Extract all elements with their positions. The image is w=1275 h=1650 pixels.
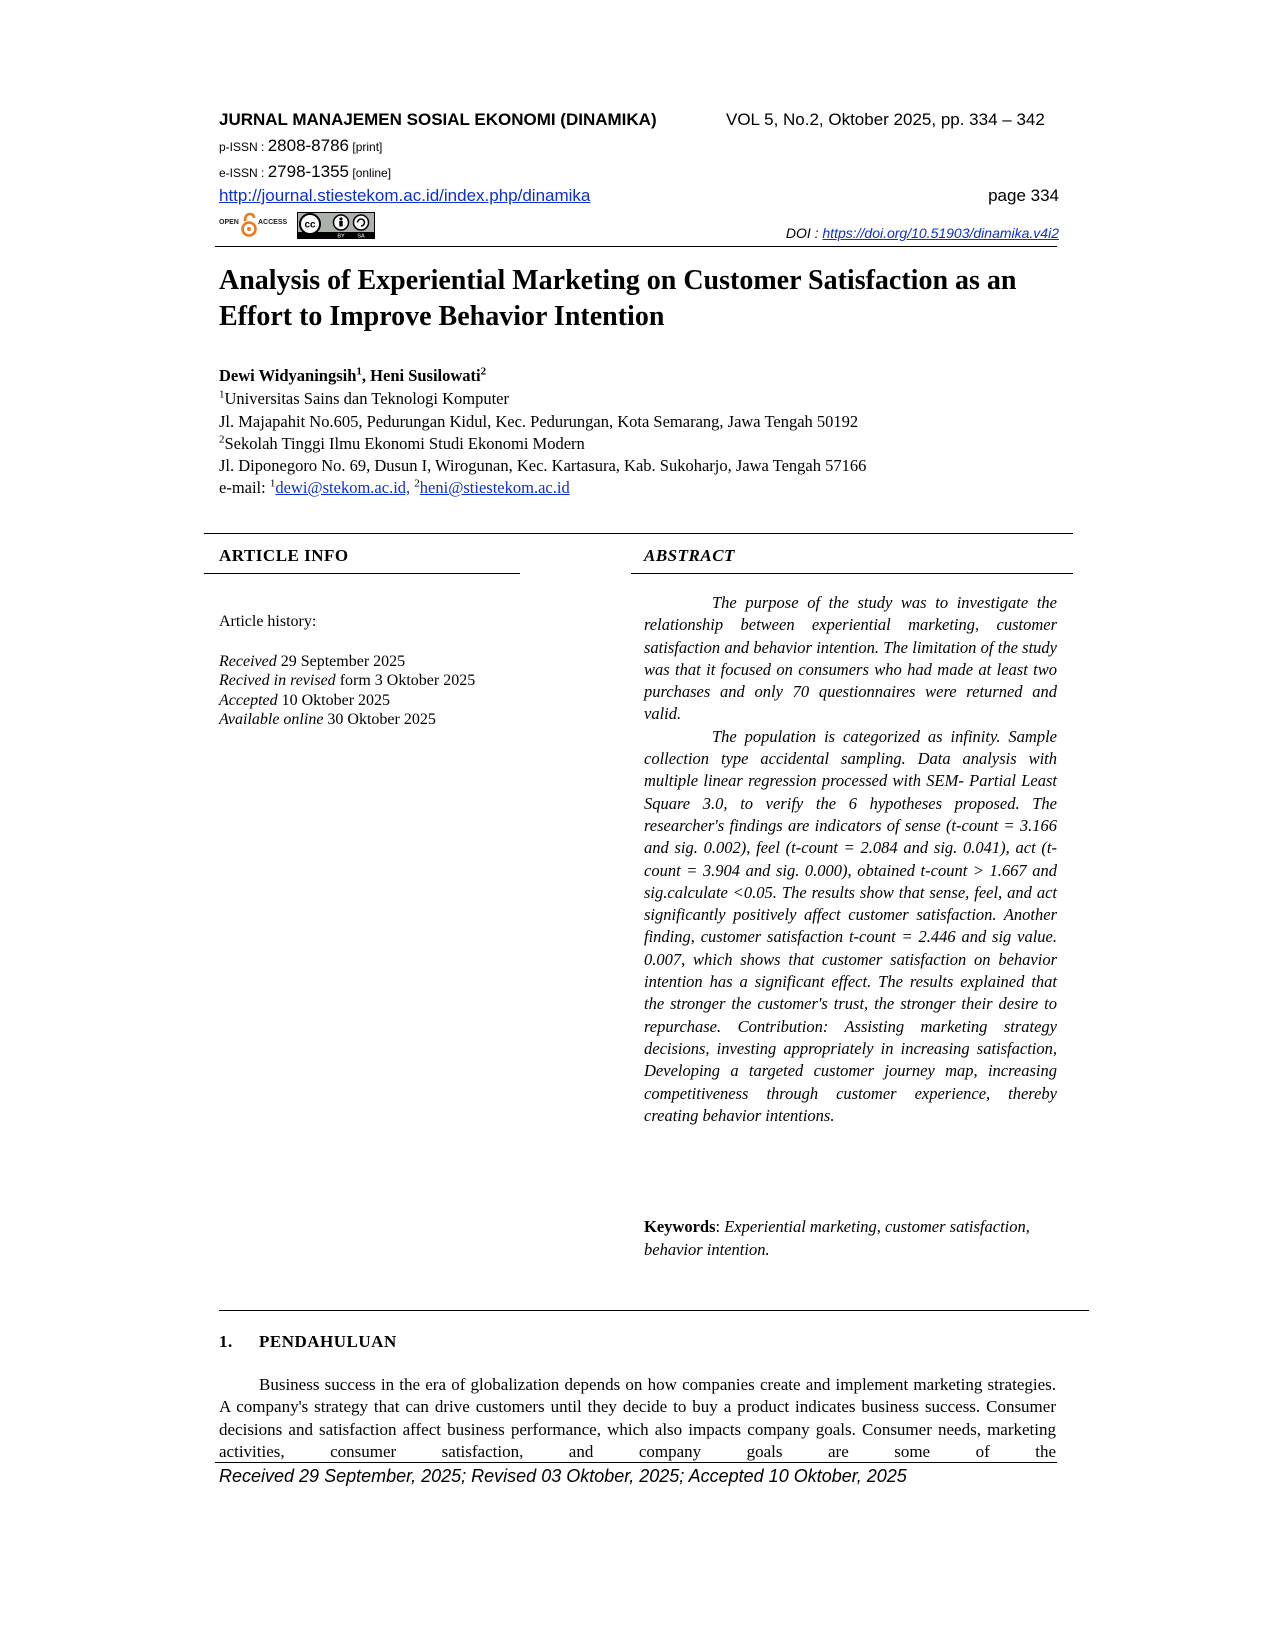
keywords [644, 1215, 1057, 1261]
journal-name: JURNAL MANAJEMEN SOSIAL EKONOMI (DINAMIKA) [219, 110, 657, 129]
history-online [219, 711, 436, 729]
e-issn-label: e-ISSN : [219, 166, 265, 180]
e-issn-note: [online] [352, 166, 392, 180]
section-1-body [219, 1374, 1056, 1463]
email-2-link[interactable]: heni@stiestekom.ac.id [419, 478, 570, 497]
by-person-head [339, 217, 342, 220]
keywords-label: Keywords [644, 1217, 716, 1236]
cc-by-text: BY [337, 233, 345, 239]
section-1-number: 1. [219, 1332, 233, 1351]
journal-url-link[interactable]: http://journal.stiestekom.ac.id/index.php/dinamika [219, 186, 591, 205]
open-access-lock-dot [247, 227, 251, 231]
volume-info: VOL 5, No.2, Oktober 2025, pp. 334 – 342 [726, 110, 1045, 129]
info-top-rule [204, 533, 1073, 534]
affiliation-1-address: Jl. Majapahit No.605, Pedurungan Kidul, Kec. Pedurungan, Kota Semarang, Jawa Tengah 50192 [219, 412, 859, 431]
cc-by-sa-icon [297, 212, 375, 239]
history-revised-date: form 3 Oktober 2025 [339, 672, 476, 689]
section-1-title: PENDAHULUAN [259, 1332, 397, 1351]
p-issn-label: p-ISSN : [219, 140, 265, 154]
abstract-bottom-rule [219, 1310, 1089, 1311]
p-issn-number: 2808-8786 [267, 136, 350, 155]
history-revised [219, 672, 475, 690]
history-received-label: Received [219, 653, 277, 670]
footer-dates: Received 29 September, 2025; Revised 03 Oktober, 2025; Accepted 10 Oktober, 2025 [219, 1466, 907, 1486]
history-accepted-date: 10 Oktober 2025 [281, 692, 391, 709]
affiliation-1 [219, 389, 509, 409]
by-person-body [339, 221, 342, 227]
article-info-heading: ARTICLE INFO [219, 546, 349, 565]
author-separator: , [361, 366, 367, 385]
header-rule [215, 246, 1057, 247]
history-revised-label: Recived in revised [219, 672, 336, 689]
abstract-paragraph-2: The population is categorized as infinity. Sample collection type accidental sampling. Data analysis with multiple linear regression processed with SEM- Partial Least Square 3.0, to verify the 6 hypotheses proposed. The researcher's findings are indicators of sense (t-count = 3.166 and sig. 0.002), feel (t-count = 2.084 and sig. 0.041), act (t-count = 3.904 and sig. 0.000), obtained t-count > 1.667 and sig.calculate <0.05. The results show that sense, feel, and act significantly positively affect customer satisfaction. Another finding, customer satisfaction t-count = 2.446 and sig value. 0.007, which shows that customer satisfaction on behavior intention has a significant effect. The results explained that the stronger the customer's trust, the stronger their desire to repurchase. Contribution: Assisting marketing strategy decisions, investing appropriately in increasing satisfaction, Developing a targeted customer journey map, increasing competitiveness through customer experience, thereby creating behavior intentions. [644, 726, 1057, 1125]
email-1-link[interactable]: dewi@stekom.ac.id, [275, 478, 411, 497]
article-history-title: Article history: [219, 613, 317, 630]
e-issn-number: 2798-1355 [267, 162, 350, 181]
e-issn [219, 162, 391, 182]
affiliation-2-address: Jl. Diponegoro No. 69, Dusun I, Wirogunan, Kec. Kartasura, Kab. Sukoharjo, Jawa Tengah 57166 [219, 456, 867, 475]
author-1-sup: 1 [356, 365, 362, 378]
history-accepted [219, 692, 390, 710]
footer-rule [215, 1462, 1057, 1463]
affiliation-2-sup: 2 [219, 433, 225, 446]
keywords-text: Experiential marketing, customer satisfaction, behavior intention. [644, 1217, 1030, 1259]
abstract-paragraph-1: The purpose of the study was to investigate the relationship between experiential marketing, customer satisfaction and behavior intention. The limitation of the study was that it focused on consumers who had made at least two purchases and only 70 questionnaires were returned and valid. [644, 593, 1057, 724]
open-access-icon [219, 212, 287, 238]
history-received [219, 653, 405, 671]
email-label: e-mail: [219, 478, 266, 497]
email-line [219, 478, 570, 498]
p-issn [219, 136, 382, 156]
affiliation-1-name: Universitas Sains dan Teknologi Komputer [224, 389, 510, 408]
abstract-heading: ABSTRACT [644, 546, 735, 565]
email-2-sup: 2 [414, 477, 420, 490]
affiliation-2-name: Sekolah Tinggi Ilmu Ekonomi Studi Ekonomi Modern [224, 434, 585, 453]
sa-share-icon [354, 215, 369, 230]
paper-title: Analysis of Experiential Marketing on Customer Satisfaction as an Effort to Improve Behavior Intention [219, 265, 1017, 332]
page-number: page 334 [988, 186, 1059, 205]
section-1-paragraph: Business success in the era of globalization depends on how companies create and implement marketing strategies. A company's strategy that can drive customers until they decide to buy a product indicates business success. Consumer decisions and satisfaction affect business performance, which also impacts company goals. Consumer needs, marketing activities, consumer satisfaction, and company goals are some of the [219, 1375, 1056, 1461]
affiliation-2 [219, 434, 585, 454]
history-received-date: 29 September 2025 [280, 653, 406, 670]
doi [786, 225, 1059, 241]
author-line [219, 366, 486, 386]
p-issn-note: [print] [352, 140, 383, 154]
abstract-body [644, 592, 1057, 1127]
open-access-top-text: OPEN [219, 219, 239, 226]
article-info-rule [204, 573, 520, 574]
author-1: Dewi Widyaningsih [219, 366, 357, 385]
email-1-sup: 1 [269, 477, 276, 490]
keywords-colon: : [715, 1217, 721, 1236]
doi-label: DOI : [785, 225, 819, 241]
open-access-lock-shackle [245, 214, 254, 221]
section-1-heading [219, 1332, 397, 1352]
open-access-bottom-text: ACCESS [258, 219, 287, 226]
cc-text: cc [304, 219, 316, 231]
abstract-rule [631, 573, 1073, 574]
doi-link[interactable]: https://doi.org/10.51903/dinamika.v4i2 [822, 225, 1059, 241]
author-2-sup: 2 [480, 365, 487, 378]
history-accepted-label: Accepted [219, 692, 278, 709]
history-online-label: Available online [219, 711, 324, 728]
author-2: Heni Susilowati [370, 366, 481, 385]
cc-sa-text: SA [357, 233, 365, 239]
affiliation-1-sup: 1 [219, 388, 225, 401]
history-online-date: 30 Oktober 2025 [327, 711, 436, 728]
